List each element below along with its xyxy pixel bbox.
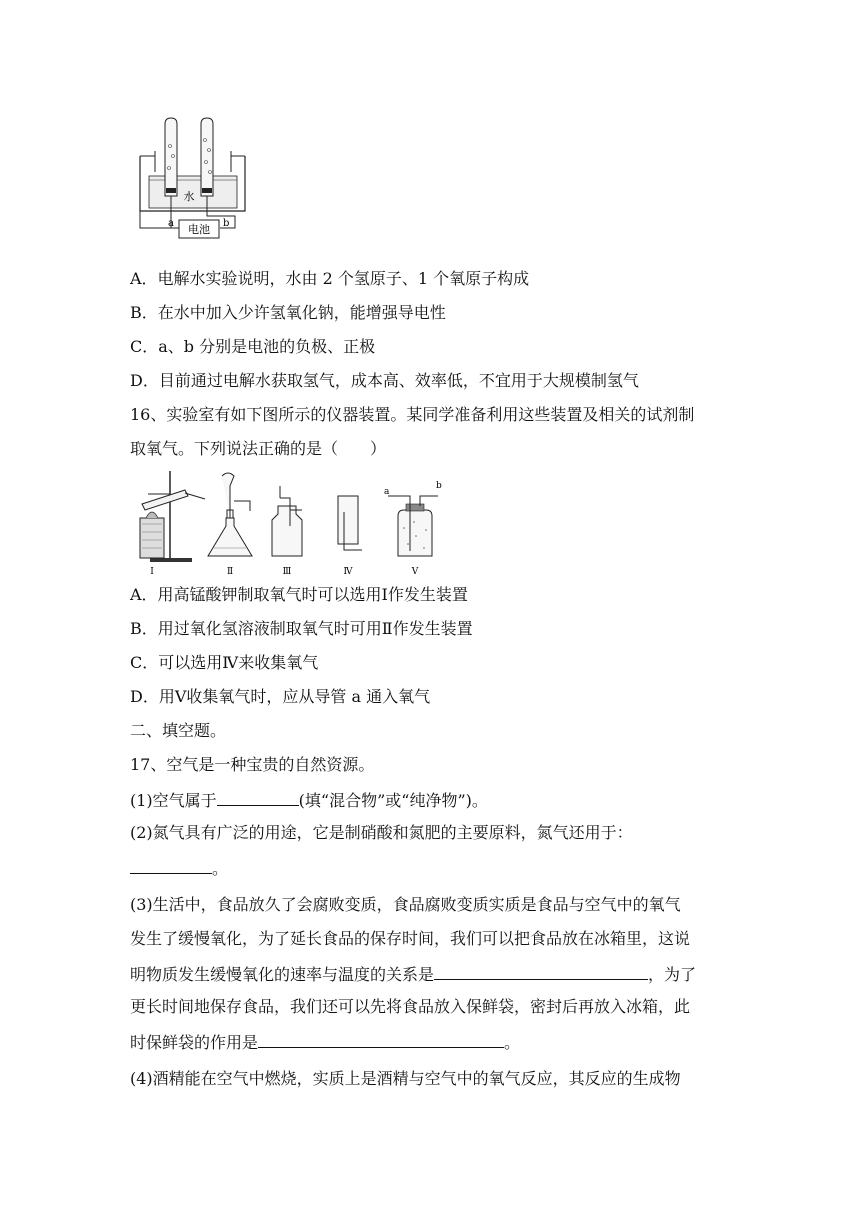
electrode-b-label: b — [223, 218, 230, 229]
q17-part3-line5 — [130, 1031, 520, 1053]
water-label: 水 — [183, 190, 195, 203]
q17-part3-line1: (3)生活中，食品放久了会腐败变质，食品腐败变质实质是食品与空气中的氧气 — [130, 895, 681, 914]
q17-part3-line2: 发生了缓慢氧化，为了延长食品的保存时间，我们可以把食品放在冰箱里，这说 — [130, 929, 691, 948]
q16-option-d: D．用Ⅴ收集氧气时，应从导管 a 通入氧气 — [130, 687, 431, 706]
apparatus-label-5: Ⅴ — [411, 567, 419, 577]
q15-option-a: A．电解水实验说明，水由 2 个氢原子、1 个氧原子构成 — [130, 269, 530, 288]
q17-part1-pre: (1)空气属于 — [130, 791, 217, 810]
apparatus-label-4: Ⅳ — [343, 567, 353, 577]
electrode-a-label: a — [168, 218, 174, 229]
q17-part4-line1: (4)酒精能在空气中燃烧，实质上是酒精与空气中的氧气反应，其反应的生成物 — [130, 1069, 681, 1088]
answer-blank-2[interactable] — [130, 857, 212, 874]
answer-blank-4[interactable] — [258, 1031, 504, 1048]
apparatus-label-3: Ⅲ — [282, 567, 292, 577]
electrolysis-figure — [135, 116, 255, 246]
q15-option-c: C．a、b 分别是电池的负极、正极 — [130, 337, 376, 356]
q17-part2-line1: (2)氮气具有广泛的用途，它是制硝酸和氮肥的主要原料，氮气还用于： — [130, 823, 633, 842]
tube-a-label: a — [384, 487, 390, 497]
q17-part3-line5-post: 。 — [504, 1033, 521, 1052]
battery-label: 电池 — [188, 223, 210, 236]
q17-part3-line4: 更长时间地保存食品，我们还可以先将食品放入保鲜袋，密封后再放入冰箱，此 — [130, 997, 691, 1016]
q17-stem: 17、空气是一种宝贵的自然资源。 — [130, 755, 375, 774]
answer-blank-1[interactable] — [217, 789, 299, 806]
q16-stem-line1: 16、实验室有如下图所示的仪器装置。某同学准备利用这些装置及相关的试剂制 — [130, 405, 695, 424]
q15-option-b: B．在水中加入少许氢氧化钠，能增强导电性 — [130, 303, 446, 322]
apparatus-figure — [130, 466, 450, 576]
q17-part1 — [130, 789, 488, 811]
q17-part2-line2 — [130, 857, 228, 879]
q17-part2-post: 。 — [212, 859, 229, 878]
tube-b-label: b — [436, 481, 442, 491]
q15-option-d: D．目前通过电解水获取氢气，成本高、效率低，不宜用于大规模制氢气 — [130, 371, 639, 390]
q17-part3-line3 — [130, 963, 696, 985]
q17-part1-post: (填“混合物”或“纯净物”)。 — [298, 791, 488, 810]
answer-blank-3[interactable] — [434, 963, 648, 980]
q17-part3-line3-pre: 明物质发生缓慢氧化的速率与温度的关系是 — [130, 965, 435, 984]
q16-stem-line2: 取氧气。下列说法正确的是（ ） — [130, 439, 387, 458]
apparatus-label-2: Ⅱ — [226, 567, 234, 577]
q16-option-b: B．用过氧化氢溶液制取氧气时可用Ⅱ作发生装置 — [130, 619, 473, 638]
q17-part3-line5-pre: 时保鲜袋的作用是 — [130, 1033, 259, 1052]
q16-option-a: A．用高锰酸钾制取氧气时可以选用Ⅰ作发生装置 — [130, 585, 468, 604]
q16-option-c: C．可以选用Ⅳ来收集氧气 — [130, 653, 319, 672]
apparatus-label-1: Ⅰ — [150, 567, 154, 577]
section-heading: 二、填空题。 — [130, 721, 227, 740]
q17-part3-line3-post: ，为了 — [648, 965, 697, 984]
